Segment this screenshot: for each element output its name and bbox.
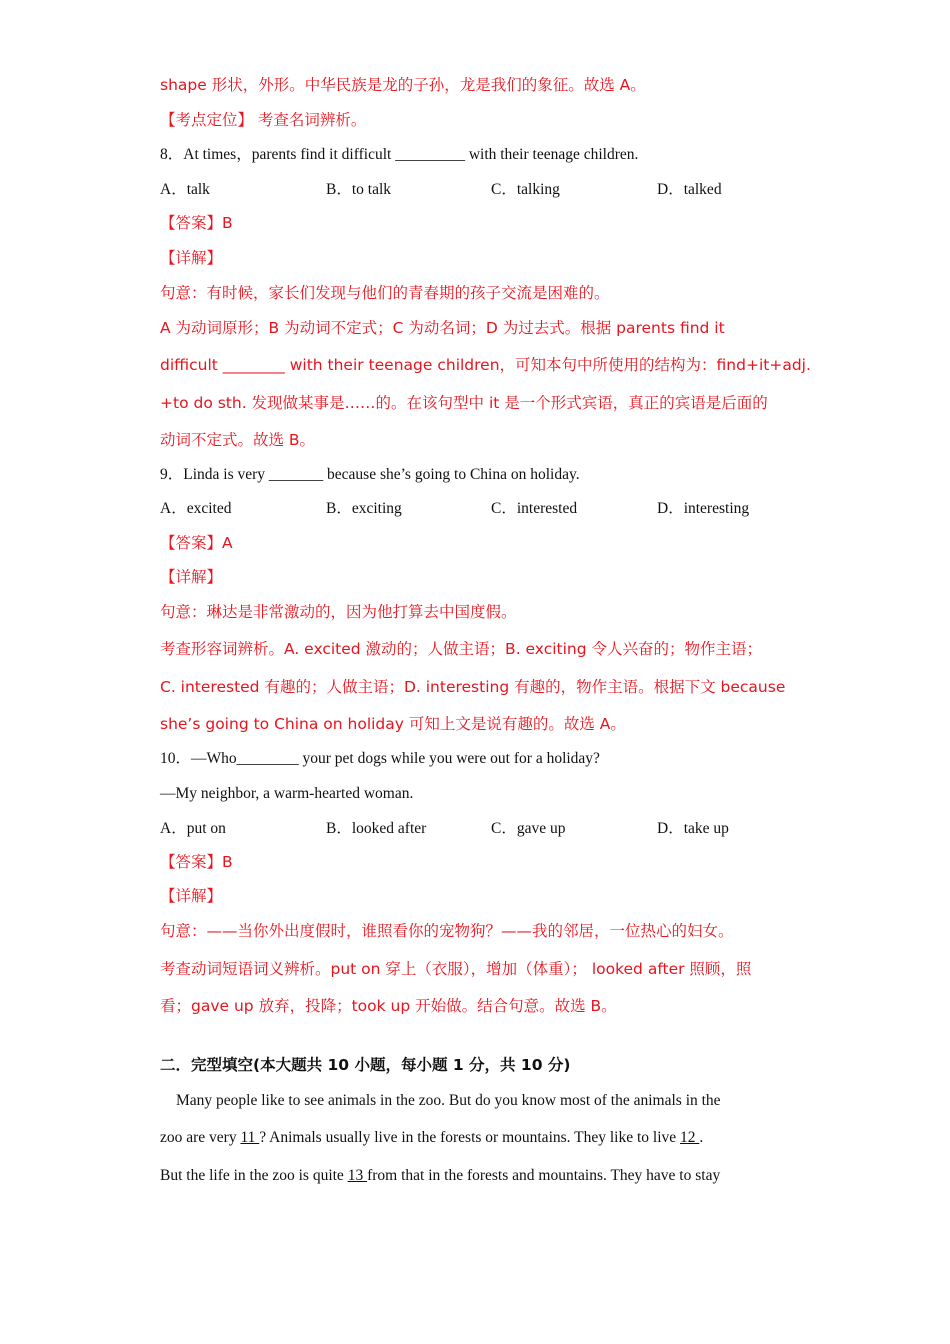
q9-detail-line: C. interested 有趣的；人做主语；D. interesting 有趣的，物作主语。根据下文 because (160, 678, 786, 696)
prev-kaodian: 【考点定位】 考查名词辨析。 (160, 111, 367, 129)
q10-option-d: D．take up (657, 820, 729, 837)
blank-13: 13 (347, 1167, 368, 1184)
passage-line (160, 1166, 720, 1186)
q8-option-b: B．to talk (326, 181, 392, 198)
q8-option-c: C．talking (491, 181, 560, 198)
blank-12: 12 (680, 1129, 700, 1146)
q8-detail-line: +to do sth. 发现做某事是……的。在该句型中 it 是一个形式宾语，真正的宾语是后面的 (160, 394, 768, 412)
q9-option-c: C．interested (491, 500, 578, 517)
q10-detail-line: 考查动词短语词义辨析。put on 穿上（衣服），增加（体重）； looked after 照顾，照 (160, 960, 752, 978)
q8-answer: 【答案】B (160, 214, 233, 232)
q10-detail-line: 看；gave up 放弃，投降；took up 开始做。结合句意。故选 B。 (160, 997, 617, 1015)
q9-option-b: B．exciting (326, 500, 402, 517)
passage-text: zoo are very (160, 1129, 241, 1146)
q9-detail-line: she’s going to China on holiday 可知上文是说有趣的。故选 A。 (160, 715, 626, 733)
q10-detail-label: 【详解】 (160, 887, 223, 905)
q9-answer: 【答案】A (160, 534, 233, 552)
q9-detail-line: 句意：琳达是非常激动的，因为他打算去中国度假。 (160, 603, 517, 621)
question-10-response: —My neighbor, a warm-hearted woman. (160, 785, 414, 802)
blank-11: 11 (240, 1129, 260, 1146)
q10-option-b: B．looked after (326, 820, 427, 837)
passage-text: from that in the forests and mountains. They have to stay (367, 1167, 721, 1184)
q8-option-d: D．talked (657, 181, 722, 198)
passage-text: ? Animals usually live in the forests or mountains. They like to live (259, 1129, 681, 1146)
q8-detail-line: 句意：有时候，家长们发现与他们的青春期的孩子交流是困难的。 (160, 284, 610, 302)
prev-explanation-line: shape 形状，外形。中华民族是龙的子孙，龙是我们的象征。故选 A。 (160, 76, 646, 94)
passage-text: But the life in the zoo is quite (160, 1167, 348, 1184)
q8-detail-line: A 为动词原形；B 为动词不定式；C 为动名词；D 为过去式。根据 parents find it (160, 319, 725, 337)
q8-detail-line: 动词不定式。故选 B。 (160, 431, 316, 449)
question-10-stem: 10．—Who________ your pet dogs while you were out for a holiday? (160, 750, 600, 767)
q9-option-d: D．interesting (657, 500, 750, 517)
q8-detail-line: difficult ________ with their teenage children，可知本句中所使用的结构为：find+it+adj. (160, 356, 811, 374)
q9-detail-label: 【详解】 (160, 568, 223, 586)
q10-answer: 【答案】B (160, 853, 233, 871)
q10-option-a: A．put on (160, 820, 226, 837)
passage-line (160, 1128, 703, 1148)
q9-option-a: A．excited (160, 500, 232, 517)
section-heading: 二．完型填空(本大题共 10 小题，每小题 1 分，共 10 分) (160, 1056, 571, 1074)
passage-text: . (699, 1129, 704, 1146)
passage-line: Many people like to see animals in the zoo. But do you know most of the animals in the (176, 1092, 721, 1109)
q8-detail-label: 【详解】 (160, 249, 223, 267)
question-9-stem: 9．Linda is very _______ because she’s going to China on holiday. (160, 466, 580, 483)
q10-detail-line: 句意：——当你外出度假时，谁照看你的宠物狗？——我的邻居，一位热心的妇女。 (160, 922, 734, 940)
q10-option-c: C．gave up (491, 820, 566, 837)
q9-detail-line: 考查形容词辨析。A. excited 激动的；人做主语；B. exciting 令人兴奋的；物作主语； (160, 640, 763, 658)
question-8-stem: 8．At times，parents find it difficult _________ with their teenage children. (160, 146, 639, 163)
q8-option-a: A．talk (160, 181, 210, 198)
